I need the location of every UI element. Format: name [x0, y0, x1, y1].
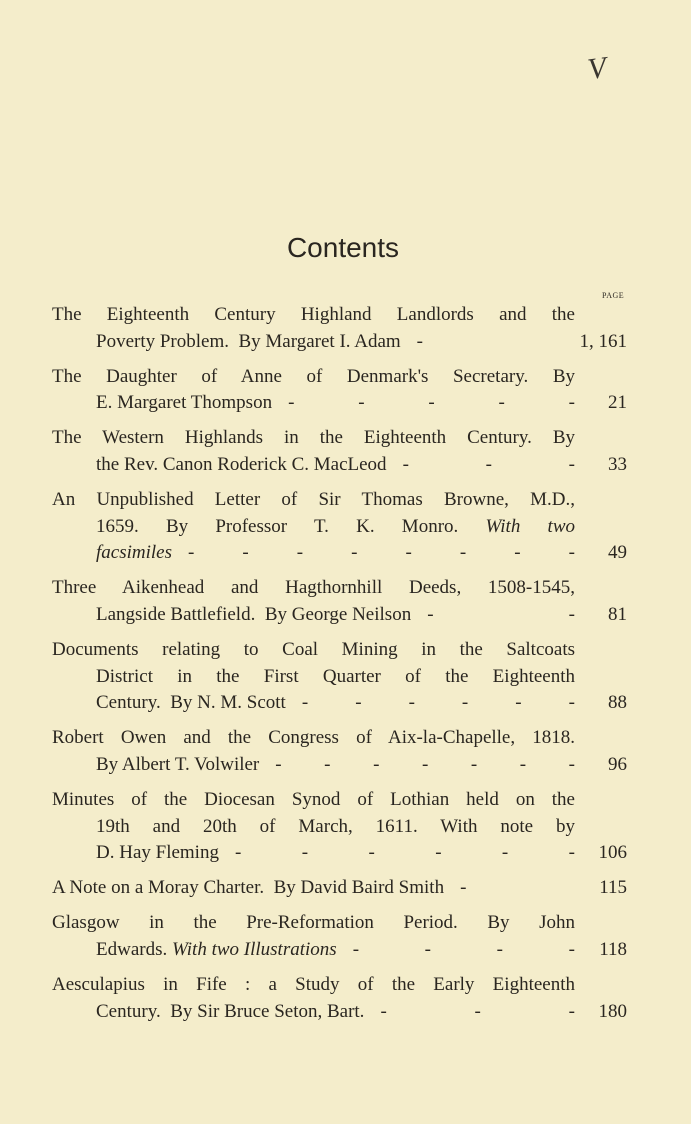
page-folio-mark: V [585, 50, 609, 87]
entry-text-group [96, 540, 172, 567]
entry-line [52, 302, 575, 329]
entry-text: An Unpublished Letter of Sir Thomas Browne, M.D., [52, 489, 575, 511]
page-number [575, 937, 627, 964]
page-number [575, 690, 627, 717]
entry-line [52, 725, 575, 752]
contents-list [52, 302, 627, 1034]
dot-leader: - - - - - - - - [188, 542, 575, 564]
entry-text: By Albert T. Volwiler [96, 753, 260, 775]
contents-entry [52, 910, 627, 963]
entry-text: The Eighteenth Century Highland Landlords and the [52, 304, 575, 325]
dot-leader: - - - - [352, 938, 575, 960]
dot-leader: - [416, 330, 423, 352]
dot-leader: - - - - - - - [275, 753, 575, 775]
entry-text: Robert Owen and the Congress of Aix-la-Chapelle, 1818. [52, 727, 575, 749]
entry-text: 1659. By Professor T. K. Monro. [96, 515, 459, 537]
entry-line [52, 487, 575, 514]
entry-line [52, 364, 575, 391]
entry-text: Three Aikenhead and Hagthornhill Deeds, 1508-1545, [52, 577, 575, 599]
page-number-text: 115 [599, 877, 627, 899]
dot-leader: - - [427, 603, 575, 625]
page-number-text: 96 [608, 753, 627, 775]
entry-text: Documents relating to Coal Mining in the Saltcoats [52, 639, 575, 661]
entry-text-group [96, 937, 337, 964]
entry-text: Aesculapius in Fife : a Study of the Early Eighteenth [52, 974, 575, 996]
entry-text: Minutes of the Diocesan Synod of Lothian held on the [52, 789, 575, 810]
entry-last-line [52, 875, 627, 902]
contents-entry [52, 875, 627, 902]
dot-leader: - - - - - - [301, 692, 575, 714]
page-number [575, 999, 627, 1026]
entry-text: Glasgow in the Pre-Reformation Period. By John [52, 912, 575, 934]
entry-italic-text: facsimiles [96, 542, 172, 564]
page-number [575, 452, 627, 479]
contents-entry [52, 425, 627, 478]
entry-line [52, 910, 575, 937]
entry-line [96, 664, 575, 691]
entry-text: the Rev. Canon Roderick C. MacLeod [96, 453, 387, 475]
page-number-text: 180 [598, 1000, 627, 1022]
entry-text: 19th and 20th of March, 1611. With note by [96, 815, 575, 837]
dot-leader: - - - [402, 453, 575, 475]
page-number [575, 752, 627, 779]
dot-leader: - - - - - [288, 392, 575, 414]
entry-text: Poverty Problem. By Margaret I. Adam [96, 330, 401, 352]
dot-leader: - - - [380, 1000, 575, 1022]
page-number-text: 88 [608, 692, 627, 714]
entry-italic-text: With two Illustrations [171, 938, 337, 960]
page-number [575, 540, 627, 567]
entry-text: Langside Battlefield. By George Neilson [96, 603, 412, 625]
entry-text: D. Hay Fleming [96, 842, 219, 864]
entry-line [52, 425, 575, 452]
page-column-label: PAGE [602, 291, 625, 300]
entry-line [96, 514, 575, 541]
page-number-text: 81 [608, 603, 627, 625]
entry-text: Century. By N. M. Scott [96, 692, 286, 714]
contents-entry [52, 637, 627, 717]
page-number [575, 875, 627, 902]
entry-last-line [96, 329, 627, 356]
contents-entry [52, 302, 627, 355]
entry-text: The Western Highlands in the Eighteenth Century. By [52, 427, 575, 449]
entry-last-line [96, 540, 627, 567]
entry-italic-text: With two [485, 515, 575, 537]
entry-text: District in the First Quarter of the Eighteenth [96, 665, 575, 687]
page-number-text: 33 [608, 453, 627, 475]
contents-entry [52, 972, 627, 1025]
contents-entry [52, 725, 627, 778]
entry-last-line [96, 602, 627, 629]
entry-text: E. Margaret Thompson [96, 392, 273, 414]
page-number [575, 390, 627, 417]
entry-text: The Daughter of Anne of Denmark's Secretary. By [52, 365, 575, 387]
entry-last-line [96, 840, 627, 867]
page-number [575, 840, 627, 867]
entry-text-group [96, 329, 401, 356]
page-title: Contents [286, 232, 400, 263]
entry-text: A Note on a Moray Charter. By David Baird Smith [52, 877, 445, 899]
page-number [575, 602, 627, 629]
entry-text-group [96, 390, 272, 417]
entry-line [96, 814, 575, 841]
dot-leader: - [460, 877, 467, 899]
entry-last-line [96, 390, 627, 417]
page-number-text: 1, 161 [579, 330, 627, 352]
entry-text-group [52, 875, 444, 902]
entry-text-group [96, 999, 364, 1026]
contents-entry [52, 487, 627, 567]
entry-text-group [96, 690, 286, 717]
contents-entry [52, 575, 627, 628]
entry-last-line [96, 752, 627, 779]
entry-last-line [96, 999, 627, 1026]
entry-last-line [96, 937, 627, 964]
contents-entry [52, 364, 627, 417]
entry-line [52, 637, 575, 664]
dot-leader: - - - - - - [234, 842, 575, 864]
page-number-text: 49 [608, 542, 627, 564]
entry-text: Century. By Sir Bruce Seton, Bart. [96, 1000, 365, 1022]
entry-text: Edwards. [96, 938, 172, 960]
page-number [575, 329, 627, 356]
entry-last-line [96, 690, 627, 717]
page-number-text: 21 [608, 392, 627, 414]
entry-line [52, 972, 575, 999]
entry-text-group [96, 752, 259, 779]
entry-line [52, 575, 575, 602]
page-number-text: 106 [598, 842, 627, 864]
entry-line [52, 787, 575, 814]
entry-text-group [96, 452, 387, 479]
entry-text-group [96, 840, 219, 867]
entry-last-line [96, 452, 627, 479]
entry-text-group [96, 602, 411, 629]
contents-entry [52, 787, 627, 867]
page-number-text: 118 [599, 938, 627, 960]
